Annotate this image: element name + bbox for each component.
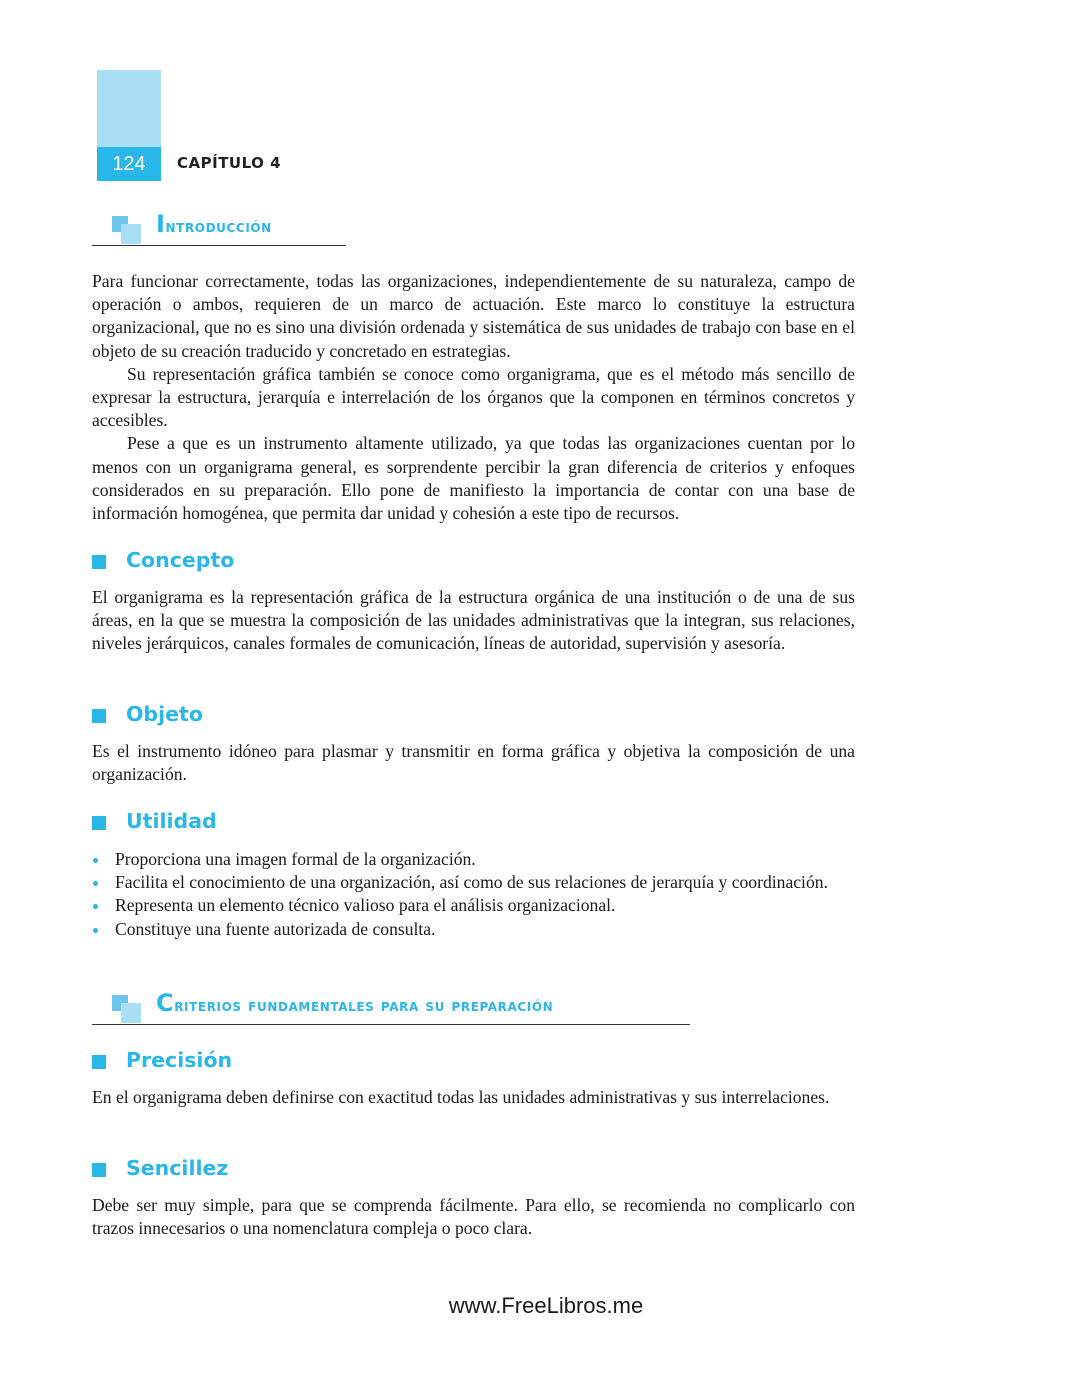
footer-url: www.FreeLibros.me [448,1293,644,1318]
paragraph: Su representación gráfica también se conoce como organigrama, que es el método más sencillo de expresar la estructura, jerarquía e interrelación de los órganos que la componen en términos concretos y accesibles. [92,363,855,431]
sencillez-text [92,1194,855,1240]
chapter-label: CAPÍTULO 4 [177,154,282,172]
section-title: Criterios fundamentales para su preparación [156,989,554,1017]
square-bullet-icon [92,709,106,723]
section-heading-criterios [92,985,690,1025]
square-bullet-icon [92,1055,106,1069]
square-bullet-icon [92,816,106,830]
list-item: Constituye una fuente autorizada de consulta. [92,918,855,941]
intro-text [92,270,855,525]
bullet-dot-icon [93,881,98,886]
subheading-label: Objeto [126,702,203,726]
list-item: Facilita el conocimiento de una organización, así como de sus relaciones de jerarquía y coordinación. [92,871,855,894]
paragraph: Pese a que es un instrumento altamente utilizado, ya que todas las organizaciones cuentan por lo menos con un organigrama general, es sorprendente percibir la gran diferencia de criterios y enfoques considerados en su preparación. Ello pone de manifiesto la importancia de contar con una base de información homogénea, que permita dar unidad y cohesión a este tipo de recursos. [92,433,855,524]
paragraph: Para funcionar correctamente, todas las organizaciones, independientemente de su naturaleza, campo de operación o ambos, requieren de un marco de actuación. Este marco lo constituye la estructura organizacional, que no es sino una división ordenada y sistemática de sus unidades de trabajo con base en el objeto de su creación traducido y concretado en estrategias. [92,271,855,361]
list-item: Proporciona una imagen formal de la organización. [92,848,855,871]
section-title: Introducción [156,210,272,238]
concepto-text [92,586,855,656]
paragraph: El organigrama es la representación gráfica de la estructura orgánica de una institución o de una de sus áreas, en la que se muestra la composición de las unidades administrativas que la integran, sus relaciones, niveles jerárquicos, canales formales de comunicación, líneas de autoridad, supervisión y asesoría. [92,587,855,654]
subheading-label: Sencillez [126,1156,229,1180]
paragraph: Debe ser muy simple, para que se comprenda fácilmente. Para ello, se recomienda no complicarlo con trazos innecesarios o una nomenclatura compleja o poco clara. [92,1195,855,1239]
list-item: Representa un elemento técnico valioso para el análisis organizacional. [92,894,855,917]
section-heading-introduccion [92,206,346,246]
paragraph: Es el instrumento idóneo para plasmar y transmitir en forma gráfica y objetiva la composición de una organización. [92,741,855,785]
subheading-label: Precisión [126,1048,233,1072]
paragraph: En el organigrama deben definirse con exactitud todas las unidades administrativas y sus interrelaciones. [92,1087,830,1107]
square-bullet-icon [92,555,106,569]
page-number: 124 [97,147,161,181]
bullet-dot-icon [93,904,98,909]
section-rule [92,1024,690,1025]
bullet-dot-icon [93,928,98,933]
section-square-icon [112,995,142,1025]
subheading-label: Concepto [126,548,235,572]
utilidad-list [92,848,855,941]
subheading-label: Utilidad [126,809,217,833]
section-rule [92,245,346,246]
square-bullet-icon [92,1163,106,1177]
bullet-dot-icon [93,858,98,863]
section-square-icon [112,216,142,246]
precision-text [92,1086,855,1109]
objeto-text [92,740,855,786]
